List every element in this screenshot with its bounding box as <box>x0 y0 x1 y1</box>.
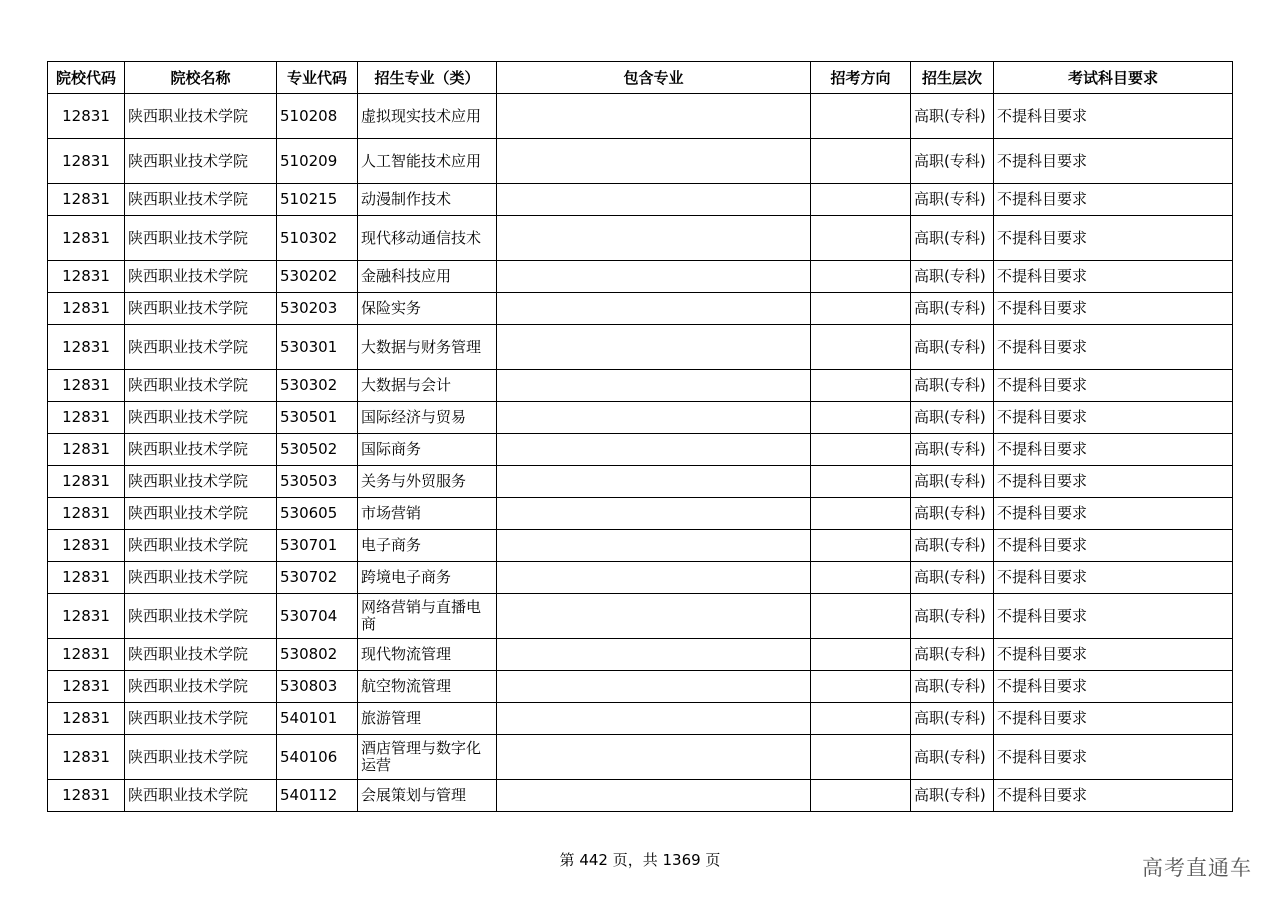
cell-direction <box>811 562 911 594</box>
cell-level: 高职(专科) <box>911 434 994 466</box>
cell-school-name: 陕西职业技术学院 <box>125 261 277 293</box>
cell-school-code: 12831 <box>48 434 125 466</box>
cell-school-name: 陕西职业技术学院 <box>125 139 277 184</box>
table-row <box>48 780 1233 812</box>
header-school-code: 院校代码 <box>48 62 125 94</box>
cell-direction <box>811 261 911 293</box>
cell-subject-requirement: 不提科目要求 <box>994 466 1233 498</box>
cell-major: 虚拟现实技术应用 <box>358 94 497 139</box>
cell-major: 大数据与会计 <box>358 370 497 402</box>
cell-school-code: 12831 <box>48 370 125 402</box>
cell-included-majors <box>497 139 811 184</box>
cell-major: 市场营销 <box>358 498 497 530</box>
cell-level: 高职(专科) <box>911 671 994 703</box>
cell-major-code: 510209 <box>277 139 358 184</box>
cell-school-name: 陕西职业技术学院 <box>125 594 277 639</box>
page-info: 第 442 页，共 1369 页 <box>559 851 721 869</box>
cell-direction <box>811 139 911 184</box>
cell-direction <box>811 735 911 780</box>
cell-major: 国际经济与贸易 <box>358 402 497 434</box>
cell-major-code: 530702 <box>277 562 358 594</box>
header-school-name: 院校名称 <box>125 62 277 94</box>
cell-level: 高职(专科) <box>911 594 994 639</box>
cell-subject-requirement: 不提科目要求 <box>994 370 1233 402</box>
cell-direction <box>811 780 911 812</box>
cell-direction <box>811 94 911 139</box>
cell-included-majors <box>497 530 811 562</box>
cell-subject-requirement: 不提科目要求 <box>994 671 1233 703</box>
cell-subject-requirement: 不提科目要求 <box>994 594 1233 639</box>
cell-direction <box>811 370 911 402</box>
header-level: 招生层次 <box>911 62 994 94</box>
cell-major-code: 530704 <box>277 594 358 639</box>
cell-subject-requirement: 不提科目要求 <box>994 434 1233 466</box>
cell-school-code: 12831 <box>48 261 125 293</box>
cell-included-majors <box>497 735 811 780</box>
cell-major-code: 530503 <box>277 466 358 498</box>
table-row <box>48 594 1233 639</box>
cell-subject-requirement: 不提科目要求 <box>994 562 1233 594</box>
cell-school-code: 12831 <box>48 562 125 594</box>
cell-school-name: 陕西职业技术学院 <box>125 780 277 812</box>
cell-direction <box>811 530 911 562</box>
table-row <box>48 94 1233 139</box>
cell-school-code: 12831 <box>48 325 125 370</box>
cell-subject-requirement: 不提科目要求 <box>994 184 1233 216</box>
cell-school-code: 12831 <box>48 498 125 530</box>
cell-major: 保险实务 <box>358 293 497 325</box>
cell-major-code: 530502 <box>277 434 358 466</box>
cell-school-code: 12831 <box>48 184 125 216</box>
cell-subject-requirement: 不提科目要求 <box>994 402 1233 434</box>
cell-major-code: 530802 <box>277 639 358 671</box>
cell-subject-requirement: 不提科目要求 <box>994 735 1233 780</box>
cell-school-name: 陕西职业技术学院 <box>125 370 277 402</box>
cell-school-name: 陕西职业技术学院 <box>125 703 277 735</box>
cell-school-name: 陕西职业技术学院 <box>125 434 277 466</box>
cell-direction <box>811 434 911 466</box>
cell-included-majors <box>497 562 811 594</box>
cell-school-code: 12831 <box>48 216 125 261</box>
cell-major-code: 510302 <box>277 216 358 261</box>
cell-school-code: 12831 <box>48 466 125 498</box>
cell-major: 航空物流管理 <box>358 671 497 703</box>
cell-school-code: 12831 <box>48 639 125 671</box>
cell-school-name: 陕西职业技术学院 <box>125 562 277 594</box>
cell-school-name: 陕西职业技术学院 <box>125 216 277 261</box>
header-subject-requirement: 考试科目要求 <box>994 62 1233 94</box>
cell-direction <box>811 402 911 434</box>
cell-major: 关务与外贸服务 <box>358 466 497 498</box>
cell-included-majors <box>497 594 811 639</box>
cell-major-code: 540112 <box>277 780 358 812</box>
table-row <box>48 703 1233 735</box>
header-major-code: 专业代码 <box>277 62 358 94</box>
cell-major: 人工智能技术应用 <box>358 139 497 184</box>
cell-level: 高职(专科) <box>911 261 994 293</box>
cell-included-majors <box>497 293 811 325</box>
cell-direction <box>811 703 911 735</box>
watermark: 高考直通车 <box>1142 856 1252 880</box>
cell-subject-requirement: 不提科目要求 <box>994 530 1233 562</box>
cell-school-code: 12831 <box>48 293 125 325</box>
cell-school-name: 陕西职业技术学院 <box>125 735 277 780</box>
cell-direction <box>811 184 911 216</box>
cell-level: 高职(专科) <box>911 498 994 530</box>
cell-level: 高职(专科) <box>911 94 994 139</box>
cell-school-code: 12831 <box>48 94 125 139</box>
table-row <box>48 293 1233 325</box>
cell-level: 高职(专科) <box>911 293 994 325</box>
cell-school-name: 陕西职业技术学院 <box>125 498 277 530</box>
cell-major-code: 510215 <box>277 184 358 216</box>
header-direction: 招考方向 <box>811 62 911 94</box>
cell-major-code: 530203 <box>277 293 358 325</box>
cell-school-code: 12831 <box>48 671 125 703</box>
table-row <box>48 139 1233 184</box>
cell-school-name: 陕西职业技术学院 <box>125 293 277 325</box>
header-row <box>48 62 1233 94</box>
table-row <box>48 370 1233 402</box>
cell-school-name: 陕西职业技术学院 <box>125 466 277 498</box>
cell-included-majors <box>497 184 811 216</box>
cell-major-code: 530301 <box>277 325 358 370</box>
cell-level: 高职(专科) <box>911 703 994 735</box>
cell-school-name: 陕西职业技术学院 <box>125 639 277 671</box>
cell-direction <box>811 466 911 498</box>
cell-level: 高职(专科) <box>911 735 994 780</box>
cell-school-code: 12831 <box>48 594 125 639</box>
table-row <box>48 530 1233 562</box>
cell-level: 高职(专科) <box>911 639 994 671</box>
cell-direction <box>811 325 911 370</box>
cell-major-code: 530701 <box>277 530 358 562</box>
cell-direction <box>811 594 911 639</box>
cell-major-code: 530302 <box>277 370 358 402</box>
cell-school-code: 12831 <box>48 402 125 434</box>
cell-school-code: 12831 <box>48 735 125 780</box>
cell-included-majors <box>497 261 811 293</box>
cell-included-majors <box>497 703 811 735</box>
table-row <box>48 402 1233 434</box>
cell-subject-requirement: 不提科目要求 <box>994 293 1233 325</box>
table-row <box>48 325 1233 370</box>
cell-school-name: 陕西职业技术学院 <box>125 325 277 370</box>
cell-school-name: 陕西职业技术学院 <box>125 94 277 139</box>
table-row <box>48 498 1233 530</box>
cell-major-code: 540101 <box>277 703 358 735</box>
cell-subject-requirement: 不提科目要求 <box>994 261 1233 293</box>
cell-school-name: 陕西职业技术学院 <box>125 184 277 216</box>
cell-major: 动漫制作技术 <box>358 184 497 216</box>
cell-included-majors <box>497 639 811 671</box>
table-row <box>48 434 1233 466</box>
cell-school-code: 12831 <box>48 780 125 812</box>
cell-subject-requirement: 不提科目要求 <box>994 94 1233 139</box>
cell-level: 高职(专科) <box>911 184 994 216</box>
cell-major: 跨境电子商务 <box>358 562 497 594</box>
cell-included-majors <box>497 498 811 530</box>
cell-included-majors <box>497 466 811 498</box>
cell-direction <box>811 216 911 261</box>
cell-subject-requirement: 不提科目要求 <box>994 703 1233 735</box>
cell-school-name: 陕西职业技术学院 <box>125 402 277 434</box>
cell-included-majors <box>497 325 811 370</box>
cell-level: 高职(专科) <box>911 402 994 434</box>
header-major: 招生专业（类） <box>358 62 497 94</box>
table-row <box>48 216 1233 261</box>
cell-level: 高职(专科) <box>911 216 994 261</box>
table-row <box>48 639 1233 671</box>
cell-included-majors <box>497 216 811 261</box>
cell-major: 会展策划与管理 <box>358 780 497 812</box>
cell-major: 大数据与财务管理 <box>358 325 497 370</box>
cell-major-code: 510208 <box>277 94 358 139</box>
table-row <box>48 735 1233 780</box>
cell-direction <box>811 639 911 671</box>
cell-major: 现代移动通信技术 <box>358 216 497 261</box>
cell-major: 网络营销与直播电商 <box>358 594 497 639</box>
table-row <box>48 261 1233 293</box>
cell-included-majors <box>497 370 811 402</box>
cell-level: 高职(专科) <box>911 530 994 562</box>
cell-major-code: 530202 <box>277 261 358 293</box>
table-body <box>48 94 1233 812</box>
cell-major: 金融科技应用 <box>358 261 497 293</box>
cell-school-name: 陕西职业技术学院 <box>125 671 277 703</box>
cell-included-majors <box>497 671 811 703</box>
cell-level: 高职(专科) <box>911 139 994 184</box>
cell-included-majors <box>497 434 811 466</box>
cell-included-majors <box>497 780 811 812</box>
cell-level: 高职(专科) <box>911 370 994 402</box>
cell-level: 高职(专科) <box>911 780 994 812</box>
cell-major: 电子商务 <box>358 530 497 562</box>
cell-direction <box>811 293 911 325</box>
cell-major-code: 530803 <box>277 671 358 703</box>
cell-major: 国际商务 <box>358 434 497 466</box>
header-included-majors: 包含专业 <box>497 62 811 94</box>
cell-major-code: 540106 <box>277 735 358 780</box>
cell-subject-requirement: 不提科目要求 <box>994 498 1233 530</box>
table-row <box>48 466 1233 498</box>
cell-school-code: 12831 <box>48 703 125 735</box>
cell-subject-requirement: 不提科目要求 <box>994 780 1233 812</box>
cell-level: 高职(专科) <box>911 325 994 370</box>
cell-major: 旅游管理 <box>358 703 497 735</box>
table-row <box>48 184 1233 216</box>
cell-subject-requirement: 不提科目要求 <box>994 139 1233 184</box>
table-row <box>48 562 1233 594</box>
cell-major-code: 530605 <box>277 498 358 530</box>
admissions-table <box>47 61 1233 812</box>
cell-included-majors <box>497 402 811 434</box>
cell-level: 高职(专科) <box>911 562 994 594</box>
cell-major: 现代物流管理 <box>358 639 497 671</box>
cell-school-code: 12831 <box>48 139 125 184</box>
cell-direction <box>811 671 911 703</box>
cell-direction <box>811 498 911 530</box>
cell-school-name: 陕西职业技术学院 <box>125 530 277 562</box>
table-row <box>48 671 1233 703</box>
cell-subject-requirement: 不提科目要求 <box>994 325 1233 370</box>
cell-major-code: 530501 <box>277 402 358 434</box>
cell-included-majors <box>497 94 811 139</box>
cell-level: 高职(专科) <box>911 466 994 498</box>
cell-school-code: 12831 <box>48 530 125 562</box>
cell-subject-requirement: 不提科目要求 <box>994 216 1233 261</box>
cell-subject-requirement: 不提科目要求 <box>994 639 1233 671</box>
cell-major: 酒店管理与数字化运营 <box>358 735 497 780</box>
